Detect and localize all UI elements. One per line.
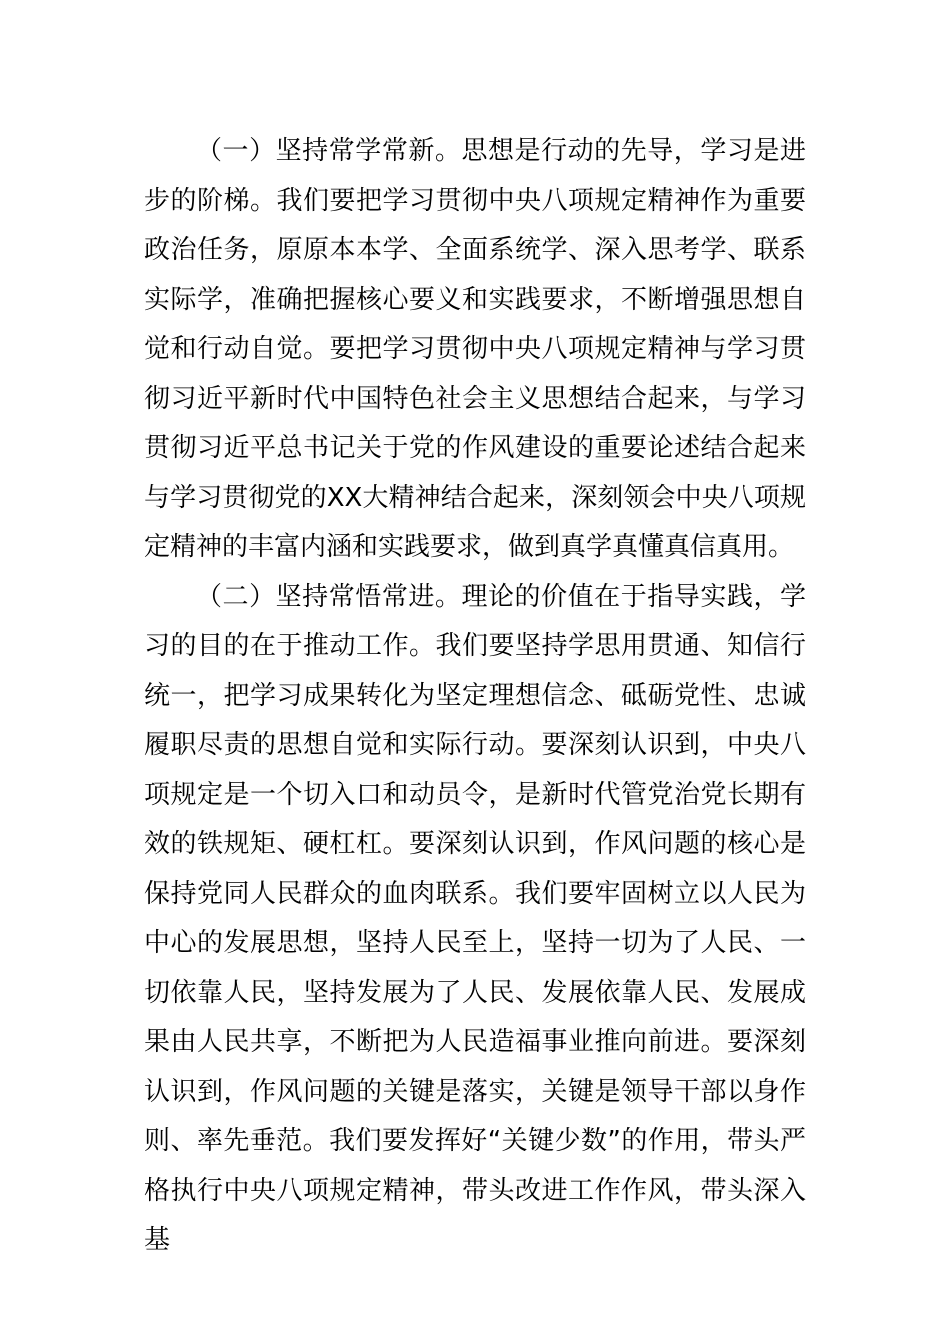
- paragraph-1: （一）坚持常学常新。思想是行动的先导，学习是进步的阶梯。我们要把学习贯彻中央八项规定精神作为重要政治任务，原原本本学、全面系统学、深入思考学、联系实际学，准确把握核心要义和实践要求，不断增强思想自觉和行动自觉。要把学习贯彻中央八项规定精神与学习贯彻习近平新时代中国特色社会主义思想结合起来，与学习贯彻习近平总书记关于党的作风建设的重要论述结合起来与学习贯彻党的XX大精神结合起来，深刻领会中央八项规定精神的丰富内涵和实践要求，做到真学真懂真信真用。: [144, 136, 806, 562]
- document-body: [144, 127, 806, 1266]
- paragraph-2: （二）坚持常悟常进。理论的价值在于指导实践，学习的目的在于推动工作。我们要坚持学思用贯通、知信行统一，把学习成果转化为坚定理想信念、砥砺党性、忠诚履职尽责的思想自觉和实际行动。要深刻认识到，中央八项规定是一个切入口和动员令，是新时代管党治党长期有效的铁规矩、硬杠杠。要深刻认识到，作风问题的核心是保持党同人民群众的血肉联系。我们要牢固树立以人民为中心的发展思想，坚持人民至上，坚持一切为了人民、一切依靠人民，坚持发展为了人民、发展依靠人民、发展成果由人民共享，不断把为人民造福事业推向前进。要深刻认识到，作风问题的关键是落实，关键是领导干部以身作则、率先垂范。我们要发挥好“关键少数”的作用，带头严格执行中央八项规定精神，带头改进工作作风，带头深入基: [144, 581, 806, 1255]
